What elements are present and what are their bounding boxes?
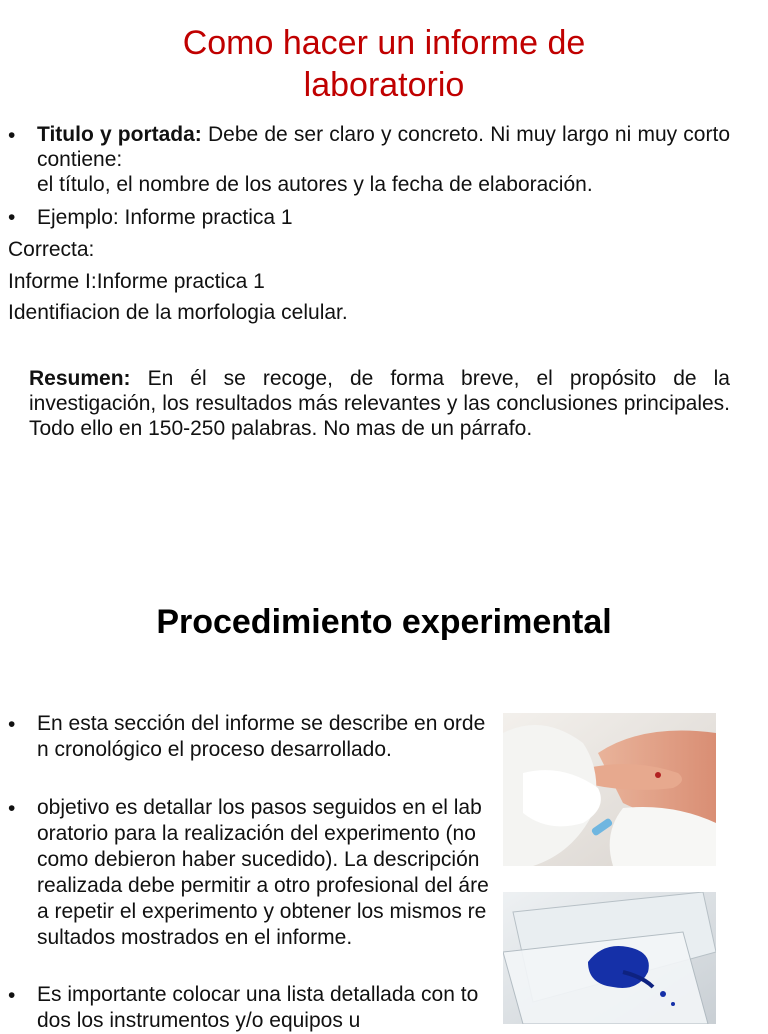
finger-prick-image — [503, 713, 716, 866]
stained-slide-photo — [503, 892, 716, 1024]
bullet-dot: • — [8, 206, 16, 229]
stained-slide-image — [503, 892, 716, 1024]
informe-line: Informe I:Informe practica 1 — [8, 270, 265, 293]
slide2-title: Procedimiento experimental — [156, 603, 612, 641]
correcta-line: Correcta: — [8, 238, 95, 261]
ejemplo-text: Ejemplo: Informe practica 1 — [37, 206, 293, 229]
finger-prick-photo — [503, 713, 716, 866]
bullet-dot: • — [8, 124, 16, 147]
procedimiento-bullet1: En esta sección del informe se describe en orden cronológico el proceso desarrollado. — [37, 712, 486, 761]
slide1-title: Como hacer un informe de laboratorio — [182, 24, 586, 104]
resumen-paragraph: Resumen: En él se recoge, de forma breve, el propósito de la investigación, los resultados más relevantes y las conclusiones principales. Todo ello en 150-250 palabras. No mas de un párrafo. — [29, 367, 730, 440]
bullet-dot: • — [8, 797, 16, 820]
bullet-dot: • — [8, 713, 16, 736]
titulo-portada-label: Titulo y portada: — [37, 123, 202, 146]
bullet-dot: • — [8, 984, 16, 1007]
procedimiento-bullet2: objetivo es detallar los pasos seguidos en el laboratorio para la realización del experimento (no como debieron haber sucedido). La descripción realizada debe permitir a otro profesional del área repetir el experimento y obtener los mismos resultados mostrados en el informe. — [37, 796, 489, 949]
titulo-portada-line3: el título, el nombre de los autores y la fecha de elaboración. — [37, 173, 593, 196]
procedimiento-bullet3: Es importante colocar una lista detallada con todos los instrumentos y/o equipos u — [37, 983, 479, 1032]
resumen-label: Resumen: — [29, 367, 131, 390]
titulo-portada-text: Titulo y portada: Debe de ser claro y concreto. Ni muy largo ni muy corto contiene: — [37, 123, 730, 171]
identificacion-line: Identifiacion de la morfologia celular. — [8, 301, 348, 324]
